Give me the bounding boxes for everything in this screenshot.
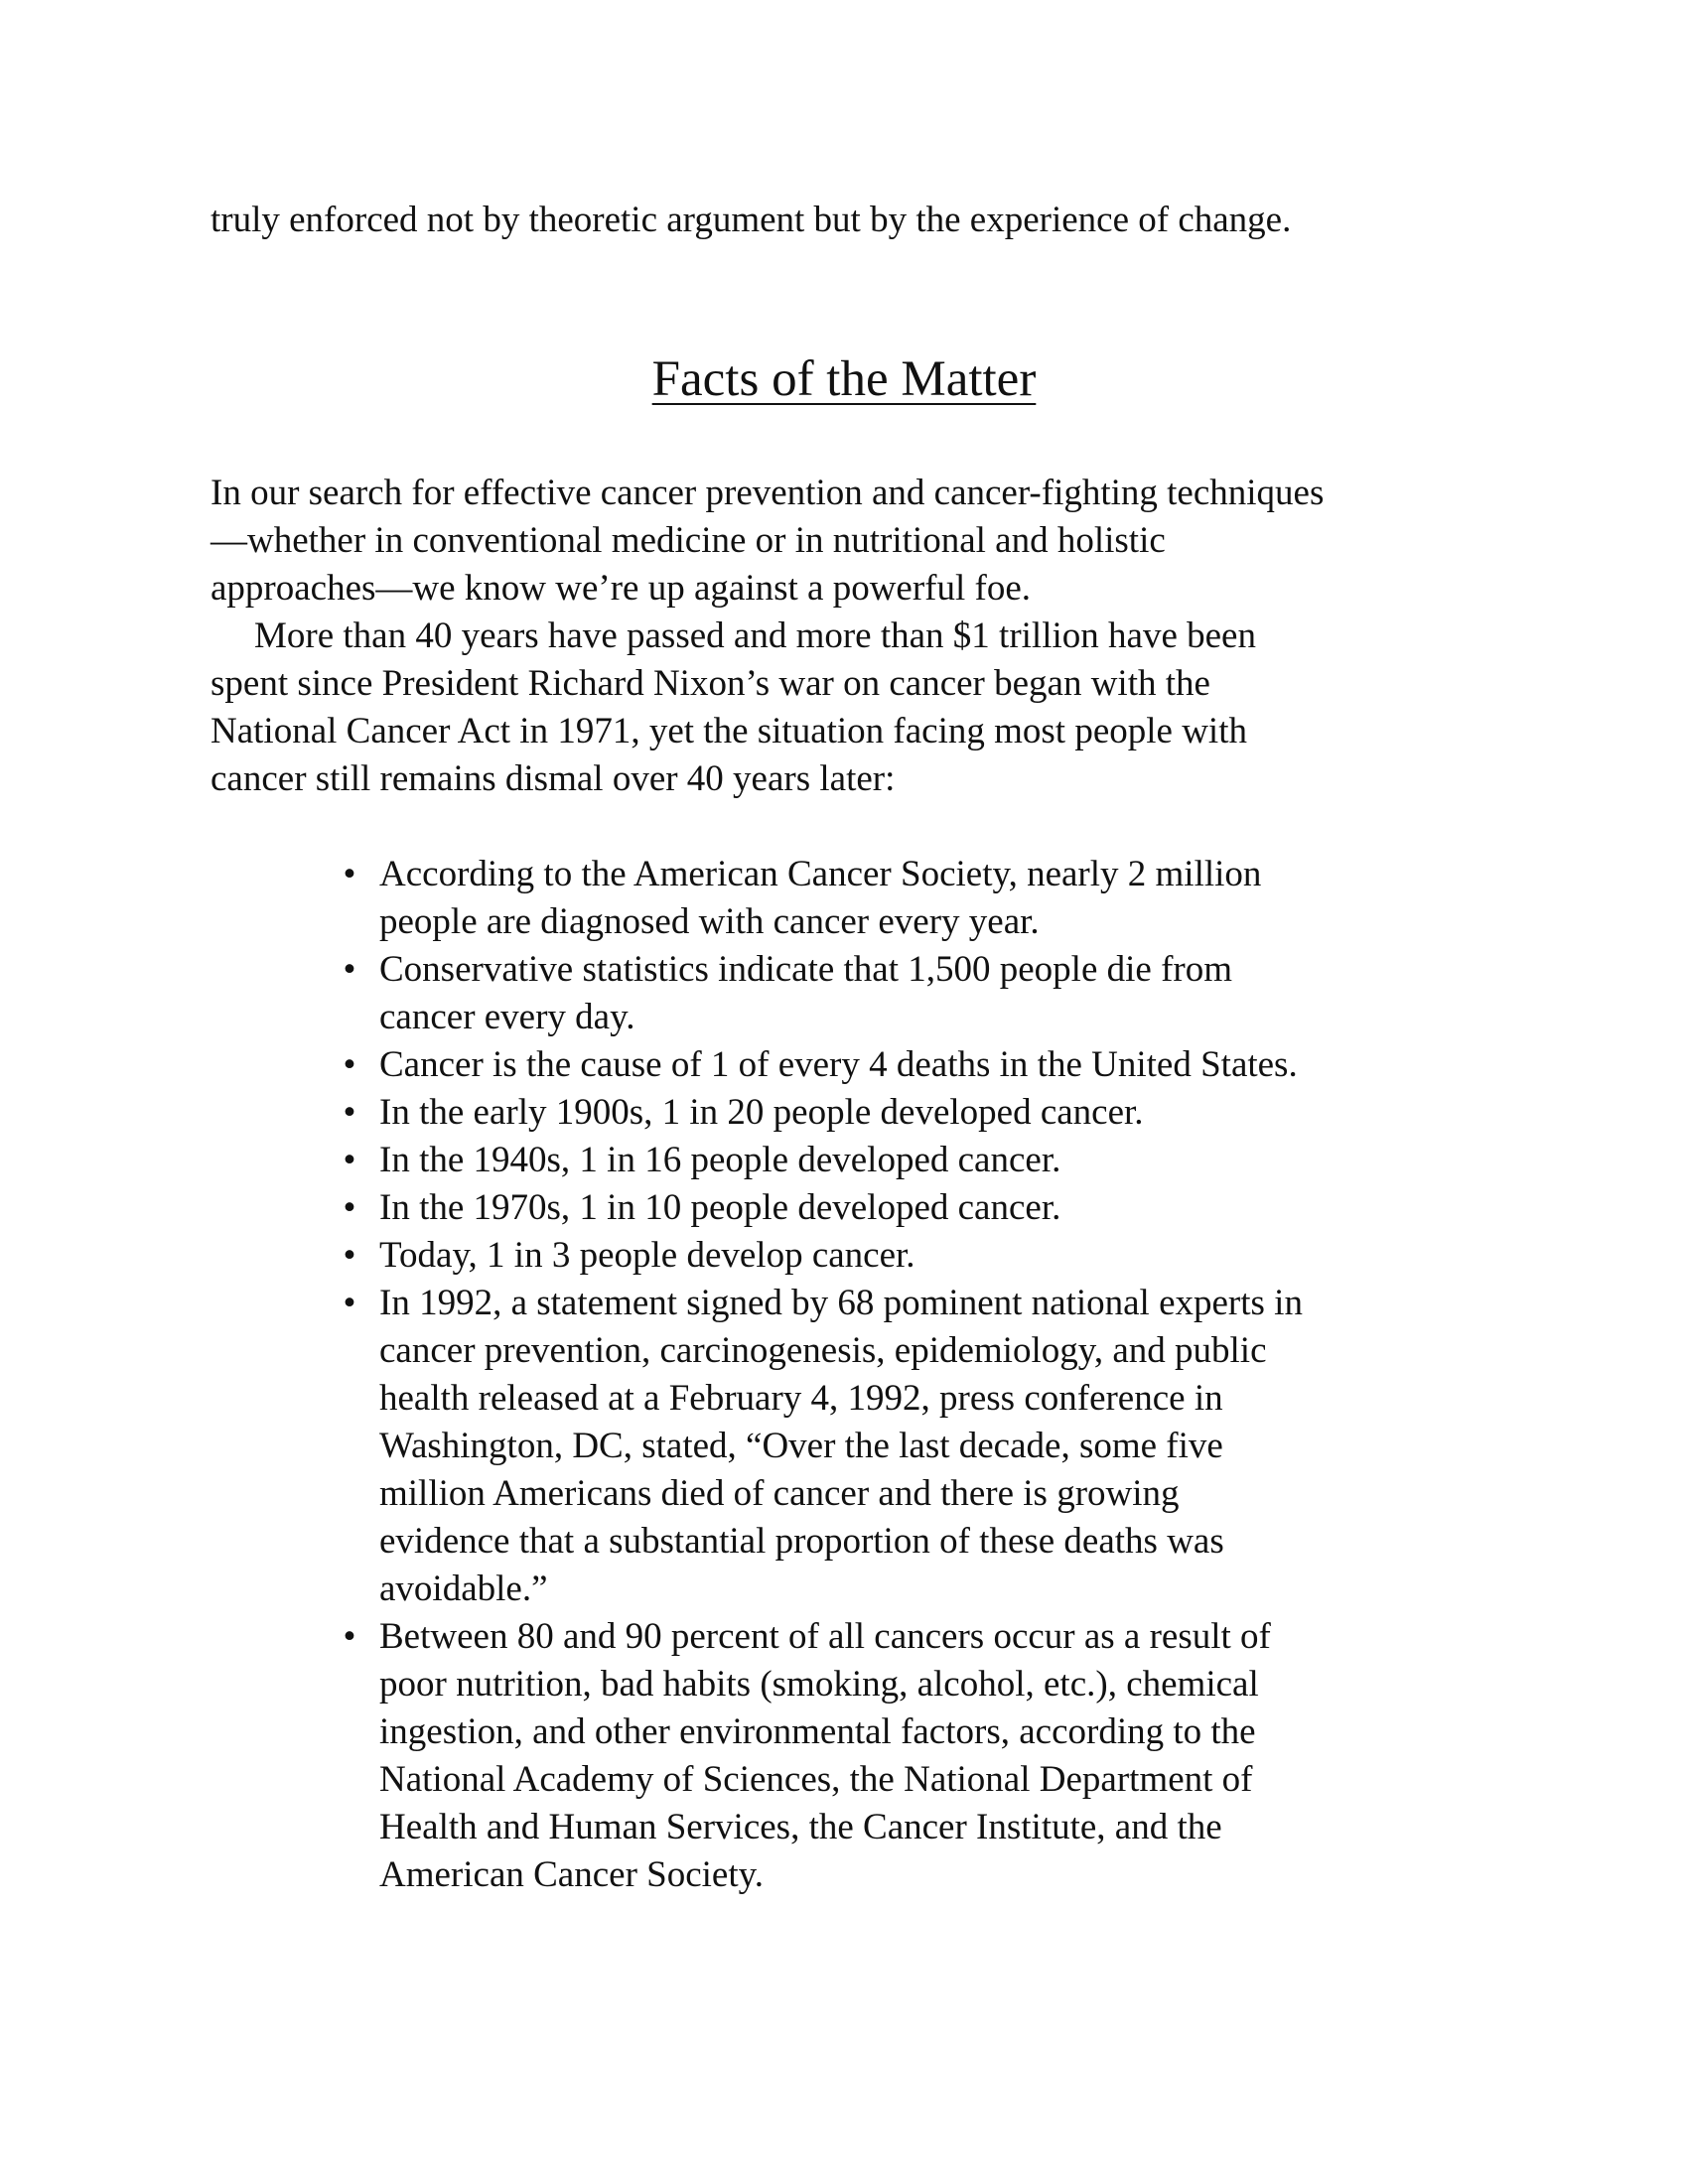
bullet-icon: •	[343, 1092, 356, 1133]
bullet-icon: •	[343, 1187, 356, 1228]
list-item-line: million Americans died of cancer and there is growing	[379, 1473, 1180, 1514]
section-heading-text: Facts of the Matter	[651, 351, 1037, 407]
bullet-icon: •	[343, 1140, 356, 1180]
bullet-icon: •	[343, 1616, 356, 1657]
list-item	[343, 1232, 1303, 1280]
list-item	[343, 946, 1303, 1041]
paragraph-line: More than 40 years have passed and more than $1 trillion have been	[254, 615, 1256, 656]
list-item-line: Cancer is the cause of 1 of every 4 deaths in the United States.	[379, 1044, 1298, 1085]
carry-over-line: truly enforced not by theoretic argument but by the experience of change.	[211, 200, 1292, 240]
list-item-line: cancer every day.	[379, 997, 635, 1037]
list-item-line: ingestion, and other environmental factors, according to the	[379, 1711, 1256, 1752]
paragraph-line: In our search for effective cancer prevention and cancer-fighting techniques	[211, 473, 1325, 513]
list-item	[343, 1137, 1303, 1184]
list-item	[343, 1041, 1303, 1089]
paragraph-line: National Cancer Act in 1971, yet the situation facing most people with	[211, 711, 1247, 751]
bullet-icon: •	[343, 1283, 356, 1323]
paragraph-line: —whether in conventional medicine or in nutritional and holistic	[211, 520, 1166, 561]
list-item-line: Between 80 and 90 percent of all cancers occur as a result of	[379, 1616, 1271, 1657]
list-item	[343, 1089, 1303, 1137]
list-item-line: According to the American Cancer Society, nearly 2 million	[379, 854, 1262, 894]
list-item-line: health released at a February 4, 1992, press conference in	[379, 1378, 1223, 1419]
list-item-line: cancer prevention, carcinogenesis, epidemiology, and public	[379, 1330, 1267, 1371]
paragraph-line: spent since President Richard Nixon’s war on cancer began with the	[211, 663, 1210, 704]
list-item-line: In the 1940s, 1 in 16 people developed cancer.	[379, 1140, 1061, 1180]
list-item	[343, 1280, 1303, 1613]
facts-bullet-list	[343, 851, 1303, 1899]
list-item-line: evidence that a substantial proportion of these deaths was	[379, 1521, 1224, 1562]
context-paragraph	[211, 613, 1501, 803]
bullet-icon: •	[343, 1235, 356, 1276]
bullet-icon: •	[343, 949, 356, 990]
bullet-icon: •	[343, 1044, 356, 1085]
list-item-line: In 1992, a statement signed by 68 pominent national experts in	[379, 1283, 1303, 1323]
list-item-line: In the early 1900s, 1 in 20 people developed cancer.	[379, 1092, 1144, 1133]
list-item	[343, 1613, 1303, 1899]
list-item-line: Today, 1 in 3 people develop cancer.	[379, 1235, 915, 1276]
paragraph-line: approaches—we know we’re up against a powerful foe.	[211, 568, 1032, 609]
bullet-icon: •	[343, 854, 356, 894]
list-item	[343, 851, 1303, 946]
list-item-line: Washington, DC, stated, “Over the last decade, some five	[379, 1426, 1223, 1466]
list-item-line: In the 1970s, 1 in 10 people developed cancer.	[379, 1187, 1061, 1228]
list-item-line: American Cancer Society.	[379, 1854, 764, 1895]
list-item-line: National Academy of Sciences, the National Department of	[379, 1759, 1253, 1800]
list-item-line: Conservative statistics indicate that 1,500 people die from	[379, 949, 1233, 990]
list-item-line: poor nutrition, bad habits (smoking, alcohol, etc.), chemical	[379, 1664, 1259, 1705]
list-item-line: people are diagnosed with cancer every year.	[379, 901, 1040, 942]
intro-paragraph	[211, 470, 1501, 613]
list-item-line: avoidable.”	[379, 1569, 548, 1609]
list-item-line: Health and Human Services, the Cancer Institute, and the	[379, 1807, 1222, 1847]
section-heading	[0, 349, 1688, 409]
list-item	[343, 1184, 1303, 1232]
paragraph-line: cancer still remains dismal over 40 years later:	[211, 758, 896, 799]
